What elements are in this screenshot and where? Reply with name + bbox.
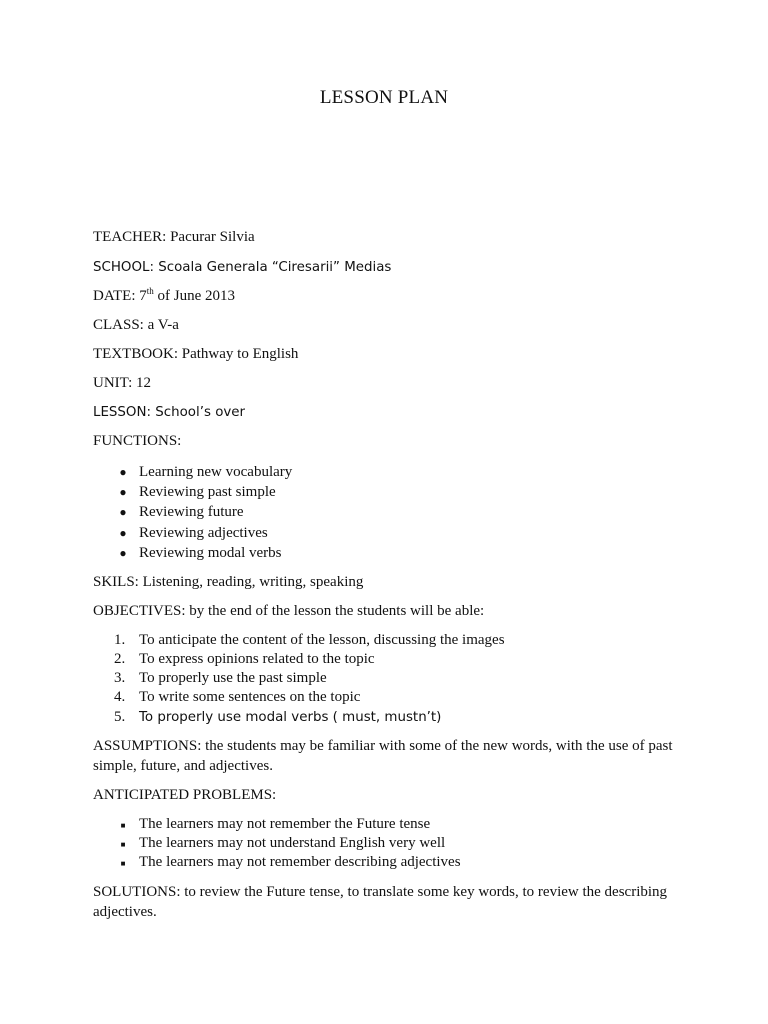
assumptions-paragraph: ASSUMPTIONS: the students may be familiar with some of the new words, with the use of past simple, future, and adjectives. — [93, 738, 673, 774]
objective-number: 1. — [114, 632, 126, 648]
square-bullet-icon: ■ — [120, 840, 126, 849]
unit-field: UNIT: 12 — [93, 375, 151, 391]
function-text: Reviewing future — [139, 504, 244, 520]
function-list-item — [119, 503, 244, 522]
objectives-heading: OBJECTIVES: by the end of the lesson the students will be able: — [93, 603, 485, 619]
objective-text: To anticipate the content of the lesson, discussing the images — [139, 632, 505, 648]
page-title: LESSON PLAN — [319, 87, 449, 108]
class-field: CLASS: a V-a — [93, 317, 179, 333]
textbook-field: TEXTBOOK: Pathway to English — [93, 346, 299, 362]
school-field: SCHOOL: Scoala Generala “Ciresarii” Medias — [93, 260, 392, 275]
date-prefix: DATE: 7 — [93, 288, 147, 304]
square-bullet-icon: ■ — [120, 821, 126, 830]
function-list-item — [119, 483, 276, 502]
round-bullet-icon: ● — [119, 546, 127, 560]
date-superscript: th — [146, 286, 154, 296]
function-list-item — [119, 544, 282, 563]
objective-number: 2. — [114, 651, 126, 667]
problem-text: The learners may not understand English very well — [139, 835, 446, 851]
date-suffix: of June 2013 — [153, 288, 236, 304]
problem-text: The learners may not remember the Future tense — [139, 816, 431, 832]
function-text: Learning new vocabulary — [139, 464, 293, 480]
round-bullet-icon: ● — [119, 526, 127, 540]
function-list-item — [119, 524, 268, 543]
function-list-item — [119, 463, 293, 482]
function-text: Reviewing past simple — [139, 484, 276, 500]
problem-text: The learners may not remember describing adjectives — [139, 854, 461, 870]
anticipated-problems-heading: ANTICIPATED PROBLEMS: — [93, 787, 277, 803]
objective-number: 3. — [114, 670, 126, 686]
function-text: Reviewing modal verbs — [139, 545, 282, 561]
objective-text: To write some sentences on the topic — [139, 689, 361, 705]
functions-heading: FUNCTIONS: — [93, 433, 182, 449]
problem-list-item — [120, 815, 431, 834]
round-bullet-icon: ● — [119, 465, 127, 479]
problem-list-item — [120, 834, 446, 853]
teacher-field: TEACHER: Pacurar Silvia — [93, 229, 255, 245]
objective-text: To properly use modal verbs ( must, mustn’t) — [139, 710, 442, 725]
round-bullet-icon: ● — [119, 485, 127, 499]
objective-number: 4. — [114, 689, 126, 705]
skills-field: SKILS: Listening, reading, writing, speaking — [93, 574, 364, 590]
date-field — [93, 287, 235, 306]
objective-list-item — [114, 650, 375, 669]
problem-list-item — [120, 853, 461, 872]
square-bullet-icon: ■ — [120, 859, 126, 868]
objective-list-item — [114, 688, 361, 707]
objective-list-item — [114, 708, 442, 727]
objective-list-item — [114, 669, 327, 688]
objective-list-item — [114, 631, 505, 650]
lesson-field: LESSON: School’s over — [93, 405, 246, 420]
function-text: Reviewing adjectives — [139, 525, 268, 541]
solutions-paragraph: SOLUTIONS: to review the Future tense, to translate some key words, to review the describing adjectives. — [93, 884, 668, 920]
round-bullet-icon: ● — [119, 505, 127, 519]
objective-text: To properly use the past simple — [139, 670, 327, 686]
objective-text: To express opinions related to the topic — [139, 651, 375, 667]
objective-number: 5. — [114, 709, 126, 725]
